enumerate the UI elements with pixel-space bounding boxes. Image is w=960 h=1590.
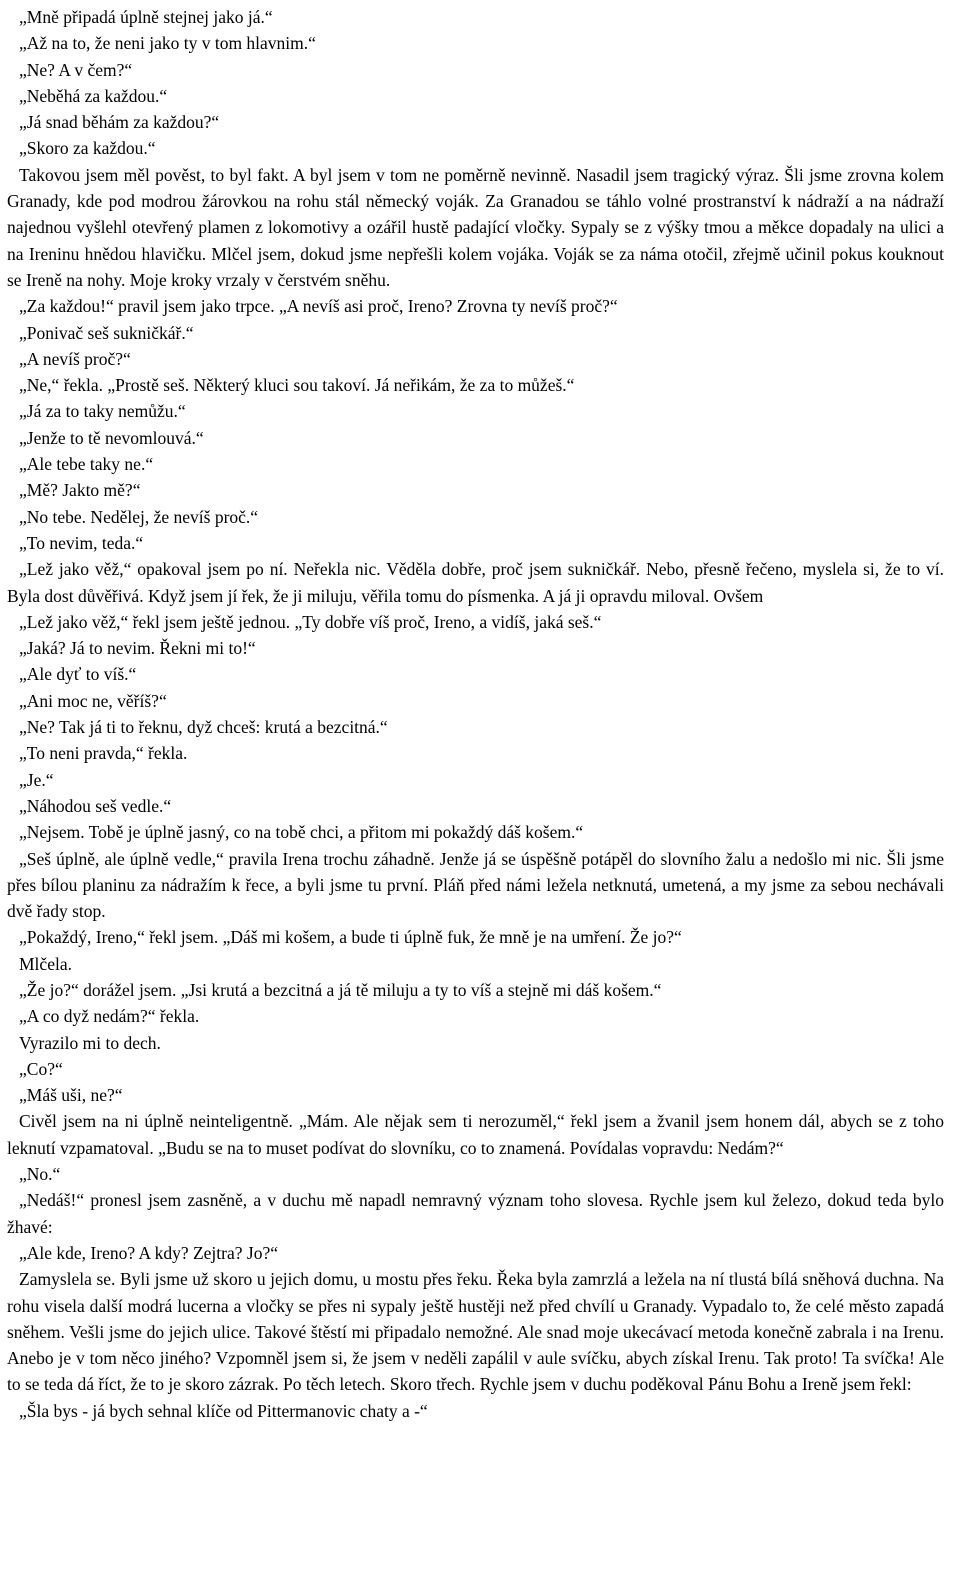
paragraph: „No.“ (19, 1164, 61, 1185)
paragraph: „Že jo?“ dorážel jsem. „Jsi krutá a bezcitná a já tě miluju a ty to víš a stejně mi dáš košem.“ (19, 979, 662, 1000)
paragraph: „To nevim, teda.“ (19, 532, 144, 553)
paragraph: „Neběhá za každou.“ (19, 85, 168, 106)
paragraph: Takovou jsem měl pověst, to byl fakt. A byl jsem v tom ne poměrně nevinně. Nasadil jsem tragický výraz. Šli jsme zrovna kolem Granady, kde pod modrou žárovkou na rohu stál německý voják. Za Granadou se táhlo volné prostranství k nádraží a na nádraží najednou vyšlehl otevřený plamen z lokomotivy a ozářil hustě padající vločky. Sypaly se z výšky tmou a měkce dopadaly na ulici a na Ireninu hnědou hlavičku. Mlčel jsem, dokud jsme nepřešli kolem vojáka. Voják se za náma otočil, zřejmě učinil pokus kouknout se Ireně na nohy. Moje kroky vrzaly v čerstvém sněhu. (7, 164, 944, 290)
paragraph: „Pokaždý, Ireno,“ řekl jsem. „Dáš mi košem, a bude ti úplně fuk, že mně je na umření. Že jo?“ (19, 927, 682, 948)
paragraph: „Jenže to tě nevomlouvá.“ (19, 427, 204, 448)
paragraph: „Náhodou seš vedle.“ (19, 795, 172, 816)
paragraph: „Jaká? Já to nevim. Řekni mi to!“ (19, 638, 256, 659)
paragraph: „Lež jako věž,“ řekl jsem ještě jednou. „Ty dobře víš proč, Ireno, a vidíš, jaká seš.“ (19, 611, 602, 632)
paragraph: „Je.“ (19, 769, 54, 790)
paragraph: Vyrazilo mi to dech. (19, 1032, 161, 1053)
paragraph: „Ani moc ne, věříš?“ (19, 690, 167, 711)
paragraph: „Co?“ (19, 1058, 63, 1079)
paragraph: „Já za to taky nemůžu.“ (19, 401, 186, 422)
paragraph: „Ne? Tak já ti to řeknu, dyž chceš: krutá a bezcitná.“ (19, 717, 388, 738)
paragraph: „No tebe. Nedělej, že nevíš proč.“ (19, 506, 259, 527)
paragraph: „Seš úplně, ale úplně vedle,“ pravila Irena trochu záhadně. Jenže já se úspěšně potápěl do slovního žalu a nedošlo mi nic. Šli jsme přes bílou planinu za nádražím k řece, a byli jsme tu první. Pláň před námi ležela netknutá, umetená, a my jsme za sebou nechávali dvě řady stop. (7, 848, 944, 922)
paragraph: „Ale kde, Ireno? A kdy? Zejtra? Jo?“ (19, 1242, 278, 1263)
paragraph: „Ponivač seš sukničkář.“ (19, 322, 194, 343)
paragraph: „Já snad běhám za každou?“ (19, 112, 220, 133)
paragraph: „A co dyž nedám?“ řekla. (19, 1006, 200, 1027)
paragraph: „Ale dyť to víš.“ (19, 664, 137, 685)
paragraph: „Máš uši, ne?“ (19, 1085, 123, 1106)
paragraph: Civěl jsem na ni úplně neinteligentně. „Mám. Ale nějak sem ti nerozuměl,“ řekl jsem a žvanil jsem honem dál, abych se z toho leknutí vzpamatoval. „Budu se na to muset podívat do slovníku, co to znamená. Povídalas vopravdu: Nedám?“ (7, 1111, 944, 1158)
paragraph: „Šla bys - já bych sehnal klíče od Pittermanovic chaty a -“ (19, 1400, 428, 1421)
paragraph: „Nejsem. Tobě je úplně jasný, co na tobě chci, a přitom mi pokaždý dáš košem.“ (19, 822, 584, 843)
paragraph: „Mě? Jakto mě?“ (19, 480, 141, 501)
paragraph: „A nevíš proč?“ (19, 348, 131, 369)
paragraph: „Lež jako věž,“ opakoval jsem po ní. Neřekla nic. Věděla dobře, proč jsem sukničkář. Nebo, přesně řečeno, myslela si, že to ví. Byla dost důvěřivá. Když jsem jí řek, že ji miluju, věřila tomu do písmenka. A já ji opravdu miloval. Ovšem (7, 559, 944, 606)
paragraph: „Ne,“ řekla. „Prostě seš. Některý kluci sou takoví. Já neřikám, že za to můžeš.“ (19, 375, 575, 396)
paragraph: Zamyslela se. Byli jsme už skoro u jejich domu, u mostu přes řeku. Řeka byla zamrzlá a ležela na ní tlustá bílá sněhová duchna. Na rohu visela další modrá lucerna a vločky se přes ni sypaly ještě hustěji než před chvílí u Granady. Vypadalo to, že celé město zapadá sněhem. Vešli jsme do jejich ulice. Takové štěstí mi připadalo nemožné. Ale snad moje ukecávací metoda konečně zabrala i na Irenu. Anebo je v tom něco jiného? Vzpomněl jsem si, že jsem v neděli zapálil v aule svíčku, abych získal Irenu. Tak proto! Ta svíčka! Ale to se teda dá říct, že to je skoro zázrak. Po těch letech. Skoro třech. Rychle jsem v duchu poděkoval Pánu Bohu a Ireně jsem řekl: (7, 1269, 944, 1395)
paragraph: „Ne? A v čem?“ (19, 59, 133, 80)
paragraph: „Nedáš!“ pronesl jsem zasněně, a v duchu mě napadl nemravný význam toho slovesa. Rychle jsem kul železo, dokud teda bylo žhavé: (7, 1190, 944, 1237)
paragraph: „Mně připadá úplně stejnej jako já.“ (19, 7, 273, 27)
paragraph: „Skoro za každou.“ (19, 138, 156, 159)
paragraph: „Ale tebe taky ne.“ (19, 454, 154, 475)
paragraph: Mlčela. (19, 953, 72, 974)
paragraph: „To neni pravda,“ řekla. (19, 743, 188, 764)
paragraph: „Za každou!“ pravil jsem jako trpce. „A nevíš asi proč, Ireno? Zrovna ty nevíš proč?“ (19, 296, 618, 317)
paragraph: „Až na to, že neni jako ty v tom hlavnim.“ (19, 33, 316, 54)
